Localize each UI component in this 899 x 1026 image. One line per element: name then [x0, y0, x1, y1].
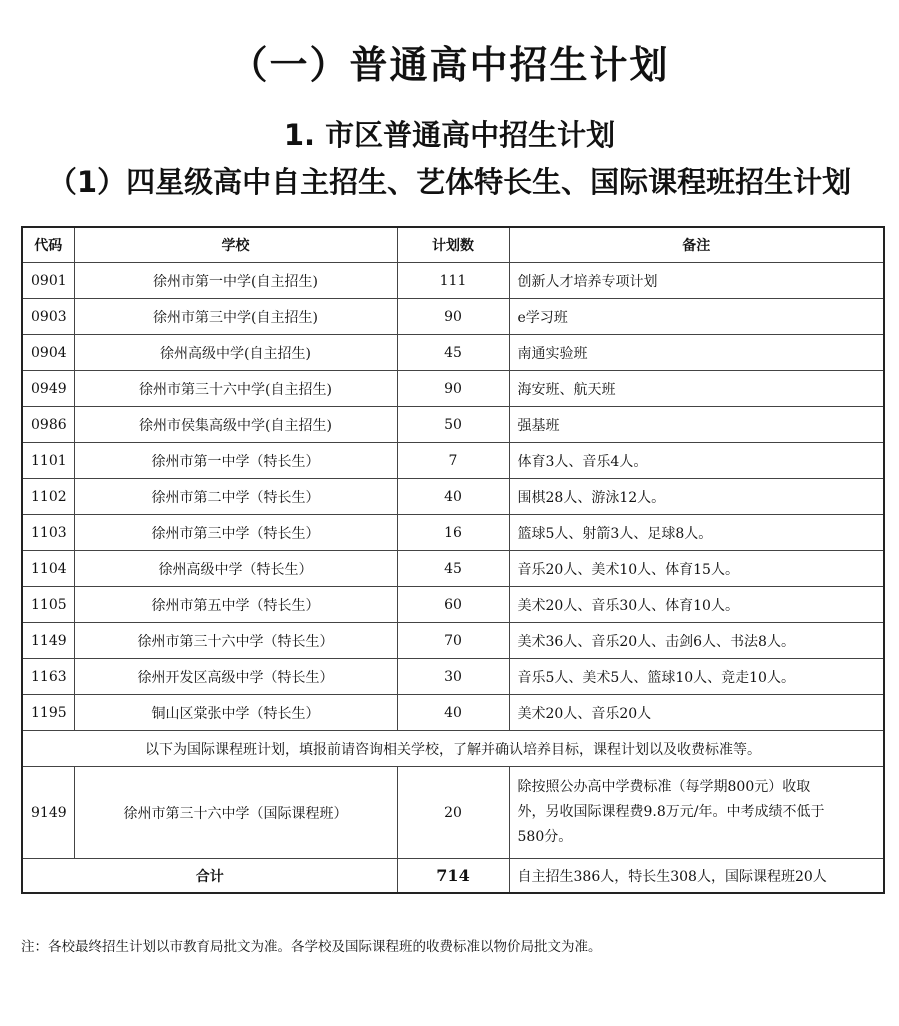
table-row [22, 515, 884, 551]
cell-school: 徐州市第一中学(自主招生) [74, 263, 397, 299]
cell-school: 徐州市第三十六中学（特长生） [74, 623, 397, 659]
total-note: 自主招生386人，特长生308人，国际课程班20人 [509, 859, 884, 894]
cell-count: 16 [397, 515, 509, 551]
international-notice: 以下为国际课程班计划，填报前请咨询相关学校，了解并确认培养目标，课程计划以及收费标准等。 [22, 731, 884, 767]
total-row [22, 859, 884, 894]
table-row [22, 299, 884, 335]
cell-note: 篮球5人、射箭3人、足球8人。 [509, 515, 884, 551]
notice-row [22, 731, 884, 767]
cell-note: 体育3人、音乐4人。 [509, 443, 884, 479]
cell-note [509, 767, 884, 859]
cell-code: 1149 [22, 623, 74, 659]
cell-school: 徐州高级中学(自主招生) [74, 335, 397, 371]
cell-code: 0904 [22, 335, 74, 371]
cell-code: 1163 [22, 659, 74, 695]
table-row [22, 623, 884, 659]
cell-count: 90 [397, 371, 509, 407]
table-row [22, 587, 884, 623]
cell-note: 南通实验班 [509, 335, 884, 371]
cell-code: 1195 [22, 695, 74, 731]
cell-note: 音乐5人、美术5人、篮球10人、竞走10人。 [509, 659, 884, 695]
cell-count: 30 [397, 659, 509, 695]
cell-note: 围棋28人、游泳12人。 [509, 479, 884, 515]
cell-school: 徐州市第三十六中学（国际课程班） [74, 767, 397, 859]
note-line: 580分。 [517, 829, 573, 845]
header-school: 学校 [74, 227, 397, 263]
cell-note: 创新人才培养专项计划 [509, 263, 884, 299]
cell-note: 美术36人、音乐20人、击剑6人、书法8人。 [509, 623, 884, 659]
cell-code: 0949 [22, 371, 74, 407]
cell-note: 海安班、航天班 [509, 371, 884, 407]
cell-school: 徐州市第一中学（特长生） [74, 443, 397, 479]
cell-school: 徐州市第三中学(自主招生) [74, 299, 397, 335]
table-row [22, 407, 884, 443]
table-row [22, 371, 884, 407]
header-note: 备注 [509, 227, 884, 263]
subsection-title: （1）四星级高中自主招生、艺体特长生、国际课程班招生计划 [47, 165, 852, 199]
table-row [22, 263, 884, 299]
cell-note: e学习班 [509, 299, 884, 335]
note-line: 除按照公办高中学费标准（每学期800元）收取 [517, 779, 811, 795]
cell-count: 60 [397, 587, 509, 623]
total-count: 714 [397, 859, 509, 894]
note-line: 外，另收国际课程费9.8万元/年。中考成绩不低于 [517, 804, 825, 820]
cell-count: 50 [397, 407, 509, 443]
table-row [22, 695, 884, 731]
header-code: 代码 [22, 227, 74, 263]
cell-code: 1103 [22, 515, 74, 551]
cell-count: 20 [397, 767, 509, 859]
table-row [22, 551, 884, 587]
cell-code: 0901 [22, 263, 74, 299]
cell-count: 7 [397, 443, 509, 479]
cell-count: 90 [397, 299, 509, 335]
cell-count: 40 [397, 695, 509, 731]
cell-count: 45 [397, 551, 509, 587]
cell-code: 1105 [22, 587, 74, 623]
cell-code: 9149 [22, 767, 74, 859]
table-header-row [22, 227, 884, 263]
cell-school: 徐州市第二中学（特长生） [74, 479, 397, 515]
table-row [22, 659, 884, 695]
cell-school: 徐州市侯集高级中学(自主招生) [74, 407, 397, 443]
cell-count: 70 [397, 623, 509, 659]
total-label: 合计 [22, 859, 397, 894]
cell-school: 铜山区棠张中学（特长生） [74, 695, 397, 731]
cell-note: 美术20人、音乐30人、体育10人。 [509, 587, 884, 623]
cell-note: 音乐20人、美术10人、体育15人。 [509, 551, 884, 587]
cell-code: 0903 [22, 299, 74, 335]
cell-school: 徐州开发区高级中学（特长生） [74, 659, 397, 695]
cell-count: 111 [397, 263, 509, 299]
cell-school: 徐州市第三中学（特长生） [74, 515, 397, 551]
page-title: （一）普通高中招生计划 [229, 43, 670, 87]
cell-count: 45 [397, 335, 509, 371]
cell-count: 40 [397, 479, 509, 515]
enrollment-plan-table [21, 226, 885, 894]
cell-school: 徐州市第五中学（特长生） [74, 587, 397, 623]
cell-school: 徐州市第三十六中学(自主招生) [74, 371, 397, 407]
cell-code: 1101 [22, 443, 74, 479]
section-title: 1. 市区普通高中招生计划 [283, 118, 616, 152]
footnote: 注：各校最终招生计划以市教育局批文为准。各学校及国际课程班的收费标准以物价局批文为准。 [21, 939, 602, 955]
cell-note: 美术20人、音乐20人 [509, 695, 884, 731]
cell-code: 1102 [22, 479, 74, 515]
table-row [22, 479, 884, 515]
table-row-international [22, 767, 884, 859]
cell-code: 1104 [22, 551, 74, 587]
table-row [22, 335, 884, 371]
cell-note: 强基班 [509, 407, 884, 443]
cell-school: 徐州高级中学（特长生） [74, 551, 397, 587]
table-body [22, 263, 884, 894]
cell-code: 0986 [22, 407, 74, 443]
table-row [22, 443, 884, 479]
header-count: 计划数 [397, 227, 509, 263]
